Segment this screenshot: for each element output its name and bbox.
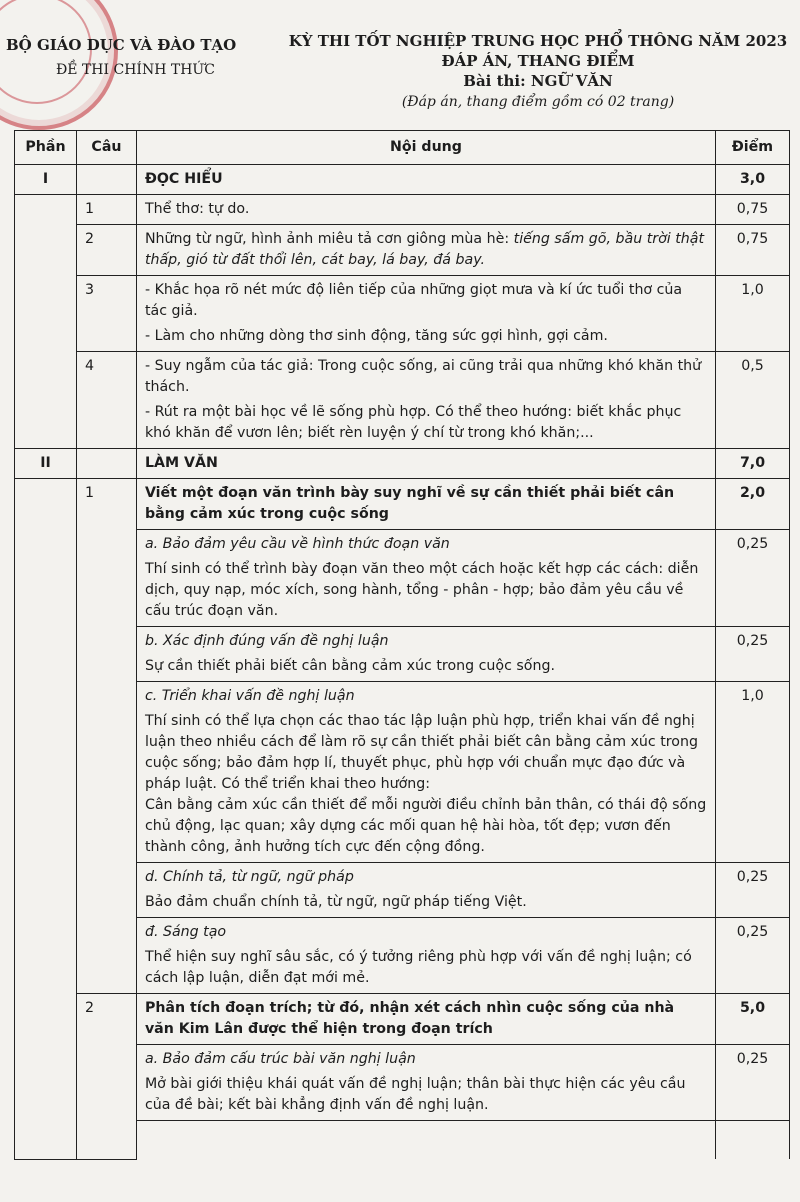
criterion-text: Thí sinh có thể lựa chọn các thao tác lập luận phù hợp, triển khai vấn đề nghị luận theo nhiều cách để làm rõ sự cần thiết phải biết cân bằng cảm xúc trong cuộc sống; bảo đảm hợp lí, thuyết phục, phù hợp với chuẩn mực đạo đức và pháp luật. Có thể triển khai theo hướng: [144,713,698,792]
question-score: 2,0 [716,479,790,530]
section-score: 3,0 [716,165,790,195]
question-number: 2 [76,994,136,1160]
ministry-name: BỘ GIÁO DỤC VÀ ĐÀO TẠO [6,36,237,54]
question-number: 3 [76,276,136,352]
criterion-score: 0,25 [716,530,790,627]
criterion-title: c. Triển khai vấn đề nghị luận [144,688,355,704]
section-row-writing [15,449,790,479]
criterion [136,863,715,918]
header-question: Câu [76,131,136,165]
question-number: 4 [76,352,136,449]
criterion-score: 0,25 [716,627,790,682]
table-row [15,352,790,449]
question-number: 1 [76,479,136,994]
answer-title: ĐÁP ÁN, THANG ĐIỂM [441,52,635,70]
criterion [136,918,715,994]
header-content: Nội dung [136,131,715,165]
criterion-title: a. Bảo đảm yêu cầu về hình thức đoạn văn [144,536,450,552]
criterion [136,1045,715,1121]
part-label: II [15,449,77,479]
answer-line: - Rút ra một bài học về lẽ sống phù hợp. Có thể theo hướng: biết khắc phục khó khăn để vươn lên; biết rèn luyện ý chí từ trong khó khăn;... [144,404,682,441]
page-note: (Đáp án, thang điểm gồm có 02 trang) [401,94,675,110]
criterion [136,682,715,863]
question-number: 1 [76,195,136,225]
table-row [15,479,790,530]
answer-score: 0,75 [716,195,790,225]
criterion-text: Sự cần thiết phải biết cân bằng cảm xúc trong cuộc sống. [144,658,555,674]
answer-text [136,352,715,449]
criterion-score: 0,25 [716,1045,790,1121]
criterion-text: Mở bài giới thiệu khái quát vấn đề nghị luận; thân bài thực hiện các yêu cầu của đề bài; kết bài khẳng định vấn đề nghị luận. [144,1076,686,1113]
part-label: I [15,165,77,195]
header-part: Phần [15,131,77,165]
criterion-score: 0,25 [716,863,790,918]
table-row [15,225,790,276]
criterion-text: Bảo đảm chuẩn chính tả, từ ngữ, ngữ pháp tiếng Việt. [144,894,527,910]
criterion-text: Cân bằng cảm xúc cần thiết để mỗi người điều chỉnh bản thân, có thái độ sống chủ động, lạc quan; xây dựng các mối quan hệ hài hòa, tốt đẹp; vươn đến thành công, ảnh hưởng tích cực đến cộng đồng. [144,797,707,855]
answer-line: - Làm cho những dòng thơ sinh động, tăng sức gợi hình, gợi cảm. [144,328,608,344]
criterion-title: đ. Sáng tạo [144,924,227,940]
header-left [6,36,266,78]
question-number: 2 [76,225,136,276]
criterion-text: Thể hiện suy nghĩ sâu sắc, có ý tưởng riêng phù hợp với vấn đề nghị luận; có cách lập luận, diễn đạt mới mẻ. [144,949,692,986]
section-row-reading [15,165,790,195]
section-title: LÀM VĂN [136,449,715,479]
answer-text [136,276,715,352]
header-score: Điểm [716,131,790,165]
criterion [136,627,715,682]
criterion-title: a. Bảo đảm cấu trúc bài văn nghị luận [144,1051,416,1067]
criterion-text: Thí sinh có thể trình bày đoạn văn theo một cách hoặc kết hợp các cách: diễn dịch, quy nạp, móc xích, song hành, tổng - phân - hợp; bảo đảm yêu cầu về cấu trúc đoạn văn. [144,561,699,619]
answer-line: - Suy ngẫm của tác giả: Trong cuộc sống, ai cũng trải qua những khó khăn thử thách. [144,358,702,395]
section-score: 7,0 [716,449,790,479]
answer-text-italic: tiếng sấm gõ, bầu trời thật thấp, gió từ đất thổi lên, cát bay, lá bay, đá bay. [144,231,705,268]
answer-text-plain: Những từ ngữ, hình ảnh miêu tả cơn giông mùa hè: [144,231,514,247]
table-header-row [15,131,790,165]
criterion-score: 1,0 [716,682,790,863]
question-title: Phân tích đoạn trích; từ đó, nhận xét cách nhìn cuộc sống của nhà văn Kim Lân được thể hiện trong đoạn trích [136,994,715,1045]
subject-title: Bài thi: NGỮ VĂN [463,72,613,90]
section-title: ĐỌC HIỂU [136,165,715,195]
table-row [15,276,790,352]
answer-table [14,130,790,1160]
criterion [136,530,715,627]
answer-text: Thể thơ: tự do. [136,195,715,225]
criterion-title: d. Chính tả, từ ngữ, ngữ pháp [144,869,354,885]
answer-text [136,225,715,276]
criterion-score: 0,25 [716,918,790,994]
answer-score: 1,0 [716,276,790,352]
header-right [282,32,794,110]
question-title: Viết một đoạn văn trình bày suy nghĩ về sự cần thiết phải biết cân bằng cảm xúc trong cuộc sống [136,479,715,530]
table-row [15,994,790,1045]
answer-score: 0,5 [716,352,790,449]
table-row [15,195,790,225]
answer-line: - Khắc họa rõ nét mức độ liên tiếp của những giọt mưa và kí ức tuổi thơ của tác giả. [144,282,683,319]
question-score: 5,0 [716,994,790,1045]
criterion-title: b. Xác định đúng vấn đề nghị luận [144,633,389,649]
official-label: ĐỀ THI CHÍNH THỨC [56,62,215,78]
exam-title: KỲ THI TỐT NGHIỆP TRUNG HỌC PHỔ THÔNG NĂM 2023 [288,32,788,50]
answer-score: 0,75 [716,225,790,276]
